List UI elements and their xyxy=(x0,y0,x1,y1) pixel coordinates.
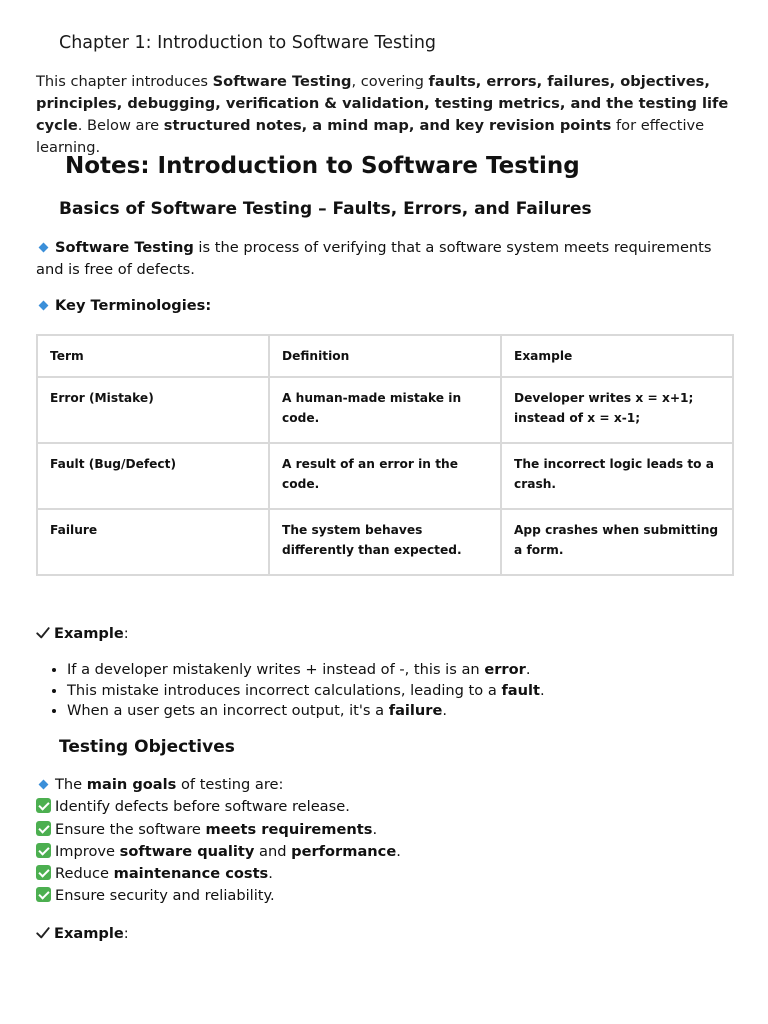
goal-bold: software quality xyxy=(119,843,255,860)
diamond-bullet-icon xyxy=(39,300,49,310)
table-cell: Fault (Bug/Defect) xyxy=(37,443,269,509)
checkmark-icon xyxy=(36,926,50,940)
example-bullet-list xyxy=(36,660,747,722)
intro-bold: faults, errors, failures, objectives, principles, debugging, verification & validation, testing metrics, and the testing life cycle xyxy=(36,73,729,134)
table-row xyxy=(37,377,733,443)
goal-bold: maintenance costs xyxy=(113,865,269,882)
goal-text: Ensure security and reliability. xyxy=(55,887,275,904)
table-cell: The system behaves differently than expected. xyxy=(269,509,501,575)
goal-item xyxy=(36,796,350,818)
example-label: Example xyxy=(54,925,124,942)
example-colon: : xyxy=(123,925,129,942)
example-heading xyxy=(36,623,129,645)
bullet-end: . xyxy=(525,661,531,678)
objectives-lead xyxy=(36,774,283,796)
goal-bold: performance xyxy=(291,843,397,860)
table-header-cell: Definition xyxy=(269,335,501,377)
key-terminologies-line xyxy=(36,295,736,317)
table-header-row xyxy=(37,335,733,377)
green-check-icon xyxy=(36,821,51,836)
intro-text: , covering xyxy=(351,73,429,90)
intro-bold: structured notes, a mind map, and key revision points xyxy=(163,117,612,134)
definition-term: Software Testing xyxy=(55,239,194,256)
chapter-title: Chapter 1: Introduction to Software Testing xyxy=(59,33,437,53)
section-heading-basics: Basics of Software Testing – Faults, Errors, and Failures xyxy=(59,199,592,219)
list-item xyxy=(67,681,747,702)
bullet-end: . xyxy=(442,702,448,719)
bullet-text: When a user gets an incorrect output, it's a xyxy=(67,702,389,719)
key-terminologies-label: Key Terminologies: xyxy=(55,297,212,314)
bullet-bold: error xyxy=(484,661,526,678)
green-check-icon xyxy=(36,865,51,880)
lead-text: of testing are: xyxy=(176,776,284,793)
green-check-icon xyxy=(36,798,51,813)
bullet-bold: failure xyxy=(388,702,443,719)
goal-item xyxy=(36,841,401,863)
green-check-icon xyxy=(36,887,51,902)
intro-text: for effective learning. xyxy=(36,117,705,156)
table-cell: A human-made mistake in code. xyxy=(269,377,501,443)
goal-text: . xyxy=(396,843,401,860)
table-cell: Failure xyxy=(37,509,269,575)
diamond-bullet-icon xyxy=(39,779,49,789)
lead-bold: main goals xyxy=(86,776,177,793)
section-heading-objectives: Testing Objectives xyxy=(59,737,235,757)
goal-text: Identify defects before software release. xyxy=(55,798,350,815)
lead-text: The xyxy=(55,776,87,793)
table-cell: App crashes when submitting a form. xyxy=(501,509,733,575)
example-label: Example xyxy=(54,625,124,642)
table-header-cell: Example xyxy=(501,335,733,377)
diamond-bullet-icon xyxy=(39,242,49,252)
list-item xyxy=(67,660,747,681)
bullet-bold: fault xyxy=(501,681,541,699)
goal-item xyxy=(36,819,377,841)
table-cell: Error (Mistake) xyxy=(37,377,269,443)
intro-text: This chapter introduces xyxy=(36,73,213,90)
goal-text: Improve xyxy=(55,843,120,860)
intro-paragraph xyxy=(36,71,736,159)
example-heading xyxy=(36,923,129,945)
goal-text: . xyxy=(268,865,273,882)
example-colon: : xyxy=(123,625,129,642)
goal-text: . xyxy=(372,821,378,838)
goal-text: and xyxy=(254,843,292,860)
definition-paragraph xyxy=(36,237,736,281)
notes-title: Notes: Introduction to Software Testing xyxy=(65,153,580,179)
green-check-icon xyxy=(36,843,51,858)
terminology-table xyxy=(36,334,734,576)
table-row xyxy=(37,509,733,575)
bullet-text: If a developer mistakenly writes + instead of -, this is an xyxy=(67,661,485,678)
goal-text: Reduce xyxy=(55,865,114,882)
goal-text: Ensure the software xyxy=(55,821,206,838)
table-row xyxy=(37,443,733,509)
table-header-cell: Term xyxy=(37,335,269,377)
list-item xyxy=(67,701,747,722)
goal-bold: meets requirements xyxy=(205,821,373,838)
bullet-end: . xyxy=(540,681,545,699)
table-cell: The incorrect logic leads to a crash. xyxy=(501,443,733,509)
bullet-text: This mistake introduces incorrect calculations, leading to a xyxy=(67,681,502,699)
table-cell: A result of an error in the code. xyxy=(269,443,501,509)
goal-item xyxy=(36,863,273,885)
intro-bold: Software Testing xyxy=(212,73,352,90)
table-cell: Developer writes x = x+1; instead of x = x-1; xyxy=(501,377,733,443)
intro-text: . Below are xyxy=(77,117,164,134)
definition-text: is the process of verifying that a software system meets requirements and is free of defects. xyxy=(36,239,712,278)
goal-item xyxy=(36,885,275,907)
checkmark-icon xyxy=(36,626,50,640)
